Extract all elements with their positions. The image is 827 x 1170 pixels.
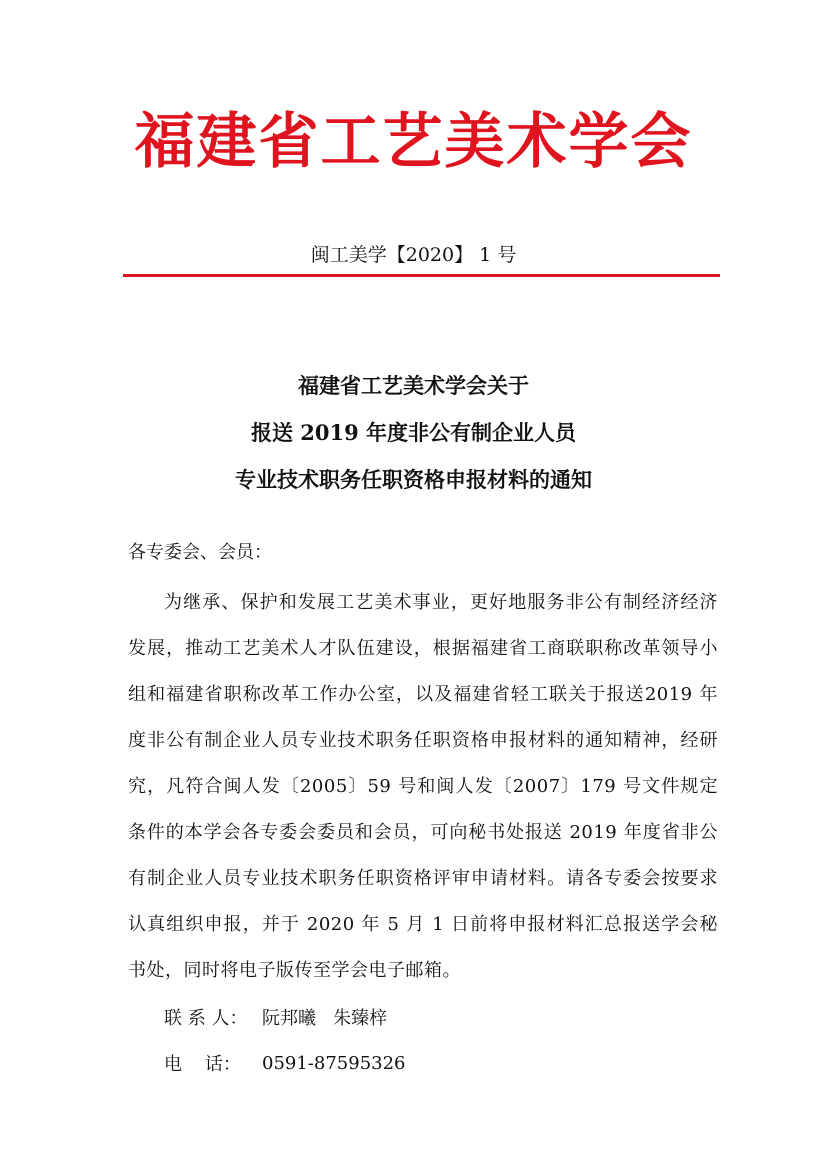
document-number: 闽工美学【2020】 1 号: [310, 244, 517, 266]
contact-person-row: [128, 994, 718, 1040]
body-paragraph: 为继承、保护和发展工艺美术事业，更好地服务非公有制经济经济发展，推动工艺美术人才队伍建设，根据福建省工商联职称改革领导小组和福建省职称改革工作办公室，以及福建省轻工联关于报送2019 年度非公有制企业人员专业技术职务任职资格申报材料的通知精神，经研究，凡符合闽人发〔2005〕59 号和闽人发〔2007〕179 号文件规定条件的本学会各专委会委员和会员，可向秘书处报送 2019 年度省非公有制企业人员专业技术职务任职资格评审申请材料。请各专委会按要求认真组织申报，并于 2020 年 5 月 1 日前将申报材料汇总报送学会秘书处，同时将电子版传至学会电子邮箱。: [128, 592, 718, 981]
document-title: [0, 362, 827, 503]
title-line: 福建省工艺美术学会关于: [298, 373, 529, 398]
contact-person-label: 联 系 人：: [164, 1008, 248, 1029]
header-divider: [123, 274, 720, 277]
contact-phone-row: [128, 1040, 718, 1086]
title-line: 专业技术职务任职资格申报材料的通知: [235, 467, 592, 492]
contact-phone-number: 0591-87595326: [262, 1052, 406, 1074]
title-line: 报送 2019 年度非公有制企业人员: [250, 420, 577, 445]
contact-phone-label: 电 话：: [164, 1054, 241, 1075]
contact-person-names: 阮邦曦 朱臻梓: [262, 1008, 388, 1029]
salutation: 各专委会、会员：: [128, 542, 272, 563]
organization-letterhead: 福建省工艺美术学会: [134, 107, 693, 177]
document-body: [128, 538, 718, 1086]
